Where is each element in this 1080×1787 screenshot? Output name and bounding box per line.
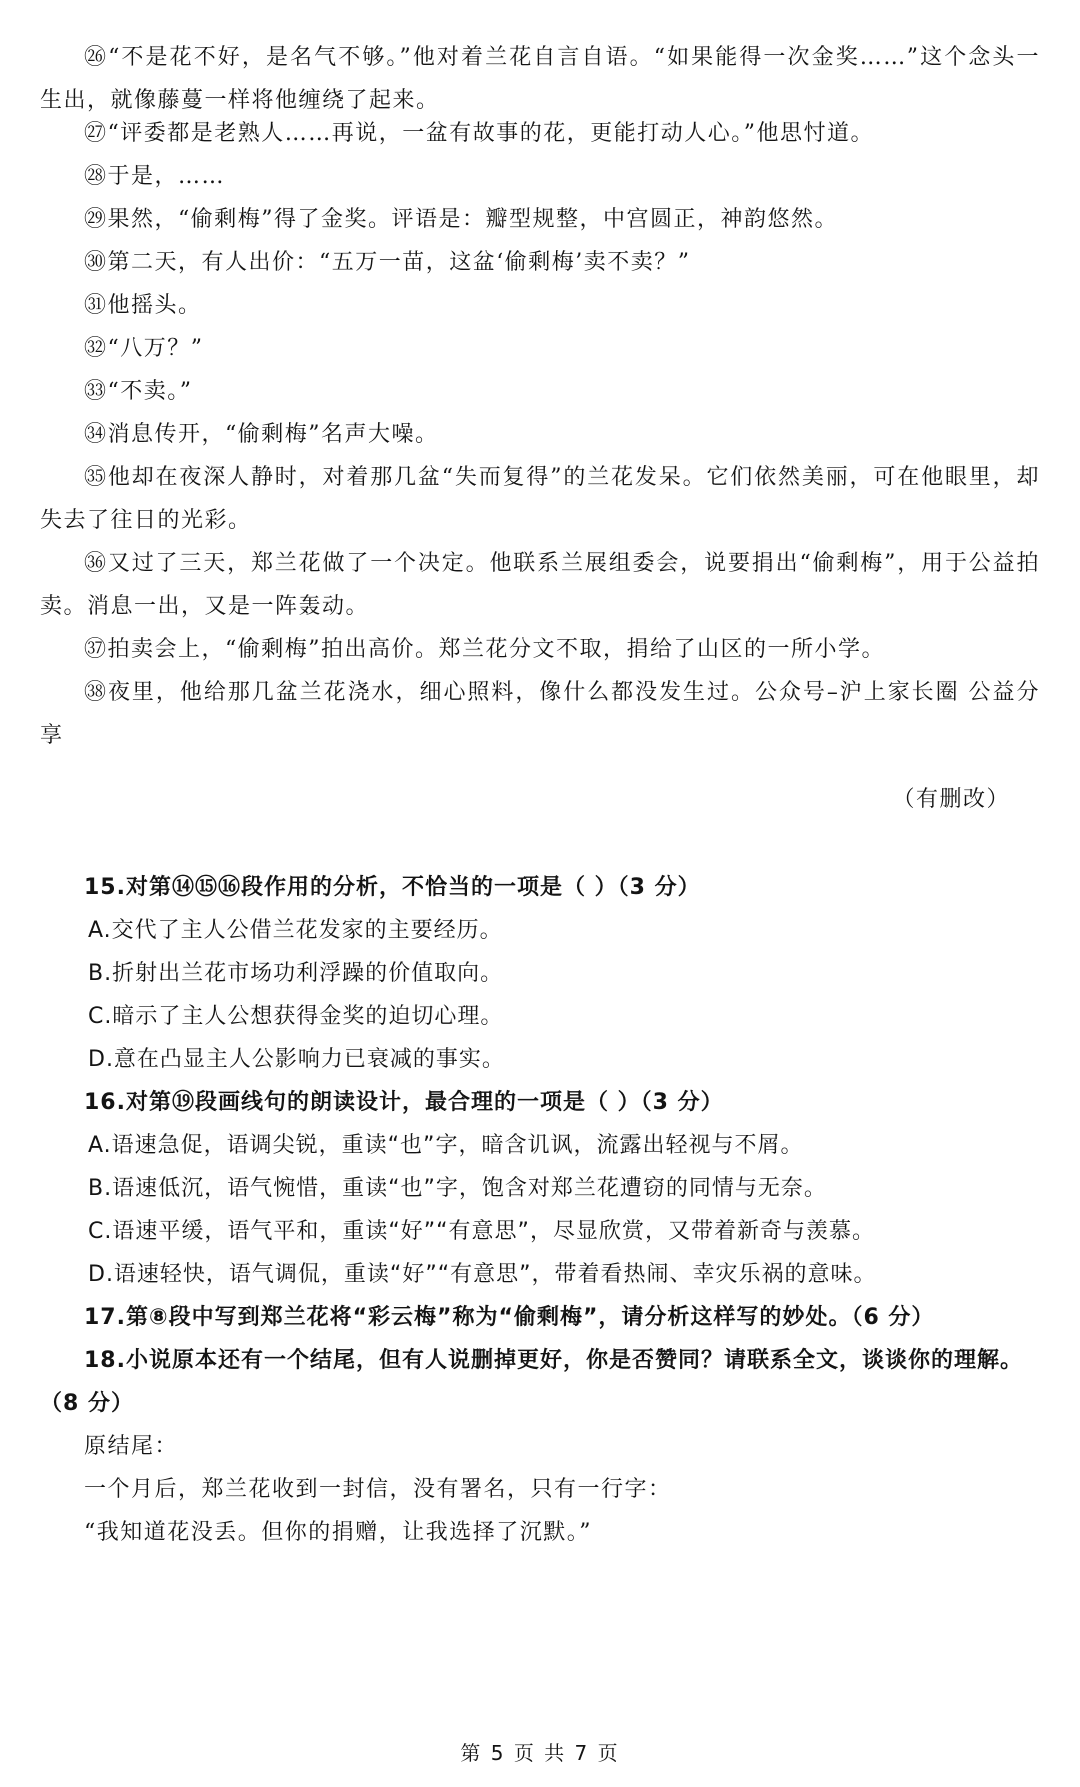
- revision-note: （有删改）: [892, 787, 1010, 812]
- question-16-option-d: D.语速轻快，语气调侃，重读“好”“有意思”，带着看热闹、幸灾乐祸的意味。: [88, 1262, 877, 1287]
- question-16-option-a: A.语速急促，语调尖锐，重读“也”字，暗含讥讽，流露出轻视与不屑。: [88, 1133, 804, 1158]
- paragraph-number: ㉖: [84, 45, 109, 70]
- paragraph-text: 拍卖会上，“偷剩梅”拍出高价。郑兰花分文不取，捐给了山区的一所小学。: [107, 637, 886, 662]
- original-ending-line-1: 一个月后，郑兰花收到一封信，没有署名，只有一行字：: [84, 1477, 672, 1502]
- paragraph-text: 消息传开，“偷剩梅”名声大噪。: [107, 422, 439, 447]
- paragraph-text: 于是，……: [107, 164, 226, 189]
- paragraph-text: 果然，“偷剩梅”得了金奖。评语是：瓣型规整，中宫圆正，神韵悠然。: [107, 207, 839, 232]
- paragraph-text: “评委都是老熟人……再说，一盆有故事的花，更能打动人心。”他思忖道。: [107, 121, 875, 146]
- paragraph-number: ㉜: [84, 336, 108, 361]
- question-18-stem: [40, 1339, 1040, 1425]
- story-paragraph-37: [40, 628, 1040, 671]
- paragraph-number: ㉝: [84, 379, 108, 404]
- question-15-option-d: D.意在凸显主人公影响力已衰减的事实。: [88, 1047, 505, 1072]
- question-15-option-a: A.交代了主人公借兰花发家的主要经历。: [88, 918, 503, 943]
- paragraph-number: ㉚: [84, 250, 108, 275]
- original-ending-line-2: “我知道花没丢。但你的捐赠，让我选择了沉默。”: [84, 1520, 592, 1545]
- story-paragraph-35: [40, 456, 1040, 542]
- question-text: 15.对第⑭⑮⑯段作用的分析，不恰当的一项是（ ）（3 分）: [84, 875, 701, 900]
- story-paragraph-28: [40, 155, 1040, 198]
- paragraph-text: 夜里，他给那几盆兰花浇水，细心照料，像什么都没发生过。公众号–沪上家长圈 公益分享: [40, 680, 1040, 748]
- question-16-option-b: B.语速低沉，语气惋惜，重读“也”字，饱含对郑兰花遭窃的同情与无奈。: [88, 1176, 827, 1201]
- story-paragraph-38: [40, 671, 1040, 757]
- page-number: 第 5 页 共 7 页: [460, 1741, 620, 1765]
- paragraph-text: 他摇头。: [107, 293, 202, 318]
- original-ending-label: 原结尾：: [84, 1434, 179, 1459]
- paragraph-number: ㉗: [84, 121, 108, 146]
- story-paragraph-26: [40, 36, 1040, 122]
- question-text: 17.第⑧段中写到郑兰花将“彩云梅”称为“偷剩梅”，请分析这样写的妙处。（6 分）: [84, 1305, 935, 1330]
- paragraph-text: 他却在夜深人静时，对着那几盆“失而复得”的兰花发呆。它们依然美丽，可在他眼里，却失去了往日的光彩。: [40, 465, 1040, 533]
- paragraph-number: ㊲: [84, 637, 108, 662]
- question-text: 16.对第⑲段画线句的朗读设计，最合理的一项是（ ）（3 分）: [84, 1090, 724, 1115]
- question-text: 18.小说原本还有一个结尾，但有人说删掉更好，你是否赞同？请联系全文，谈谈你的理解。（8 分）: [40, 1348, 1023, 1416]
- paragraph-number: ㊱: [84, 551, 108, 576]
- story-paragraph-36: [40, 542, 1040, 628]
- story-paragraph-31: [40, 284, 1040, 327]
- paragraph-text: 又过了三天，郑兰花做了一个决定。他联系兰展组委会，说要捐出“偷剩梅”，用于公益拍卖。消息一出，又是一阵轰动。: [40, 551, 1040, 619]
- story-paragraph-27: [40, 112, 1040, 155]
- question-15-option-c: C.暗示了主人公想获得金奖的迫切心理。: [88, 1004, 504, 1029]
- story-paragraph-29: [40, 198, 1040, 241]
- question-16-option-c: C.语速平缓，语气平和，重读“好”“有意思”，尽显欣赏，又带着新奇与羡慕。: [88, 1219, 875, 1244]
- story-paragraph-34: [40, 413, 1040, 456]
- paragraph-number: ㉘: [84, 164, 108, 189]
- question-16-stem: [40, 1081, 1040, 1124]
- story-paragraph-33: [40, 370, 1040, 413]
- paragraph-number: ㊳: [84, 680, 108, 705]
- paragraph-number: ㉛: [84, 293, 108, 318]
- paragraph-number: ㉞: [84, 422, 108, 447]
- question-17-stem: [40, 1296, 1040, 1339]
- question-15-stem: [40, 866, 1040, 909]
- paragraph-text: 第二天，有人出价：“五万一苗，这盆‘偷剩梅’卖不卖？”: [107, 250, 691, 275]
- question-15-option-b: B.折射出兰花市场功利浮躁的价值取向。: [88, 961, 504, 986]
- paragraph-text: “不卖。”: [107, 379, 193, 404]
- paragraph-text: “不是花不好，是名气不够。”他对着兰花自言自语。“如果能得一次金奖……”这个念头一生出，就像藤蔓一样将他缠绕了起来。: [40, 45, 1040, 113]
- paragraph-number: ㉙: [84, 207, 108, 232]
- story-paragraph-30: [40, 241, 1040, 284]
- story-paragraph-32: [40, 327, 1040, 370]
- paragraph-number: ㉟: [84, 465, 108, 490]
- paragraph-text: “八万？”: [107, 336, 204, 361]
